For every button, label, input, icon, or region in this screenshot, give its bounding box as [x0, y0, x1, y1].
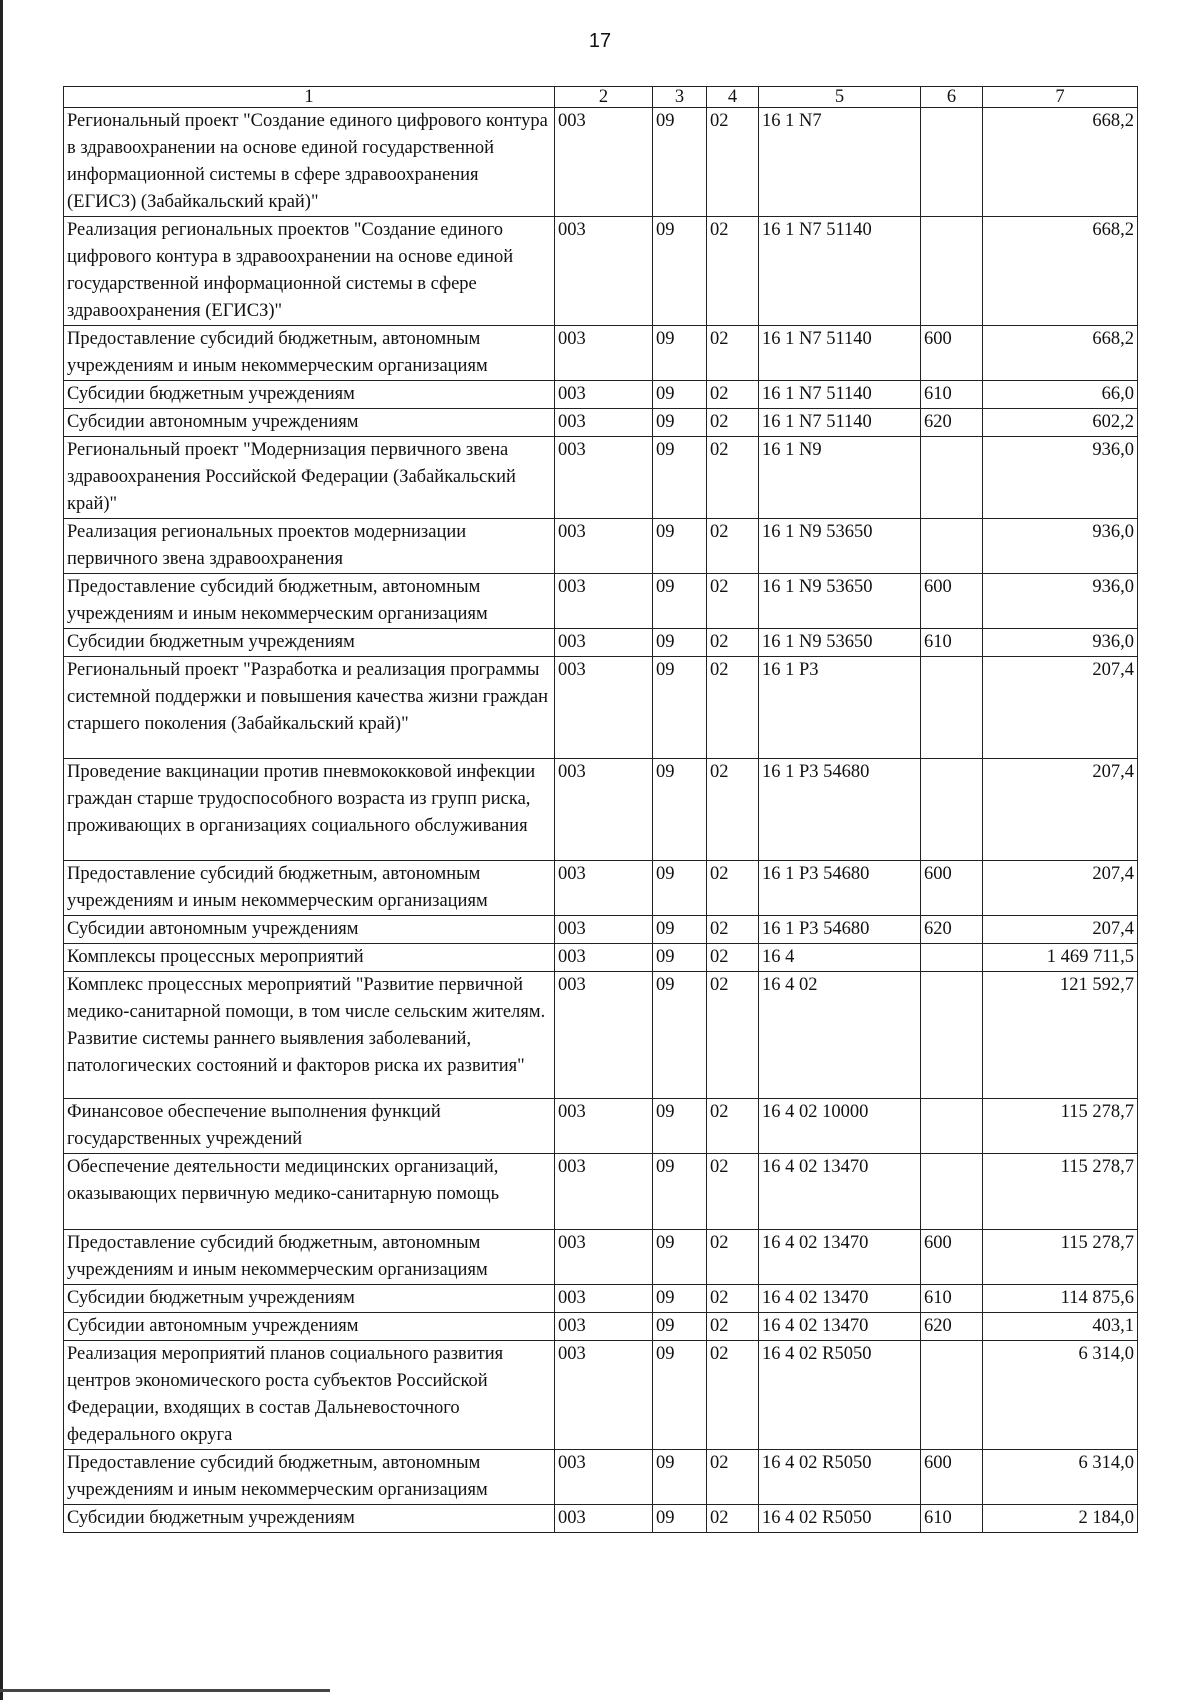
row-amount-cell: 6 314,0: [983, 1450, 1138, 1505]
row-name-cell: Финансовое обеспечение выполнения функций государственных учреждений: [64, 1099, 555, 1154]
table-row: [64, 629, 1138, 657]
row-amount-cell: 668,2: [983, 108, 1138, 217]
row-expense-type-cell: 600: [921, 861, 983, 916]
header-cell: 2: [555, 87, 653, 108]
row-expense-type-cell: 620: [921, 1313, 983, 1341]
row-target-article-cell: 16 4 02 13470: [759, 1313, 921, 1341]
header-cell: 1: [64, 87, 555, 108]
row-section-cell: 09: [653, 409, 707, 437]
row-section-cell: 09: [653, 657, 707, 759]
row-code-cell: 003: [555, 1230, 653, 1285]
row-amount-cell: 114 875,6: [983, 1285, 1138, 1313]
row-section-cell: 09: [653, 326, 707, 381]
row-section-cell: 09: [653, 1450, 707, 1505]
table-row: [64, 916, 1138, 944]
row-subsection-cell: 02: [707, 326, 759, 381]
row-expense-type-cell: [921, 437, 983, 519]
row-amount-cell: 2 184,0: [983, 1505, 1138, 1533]
row-section-cell: 09: [653, 1154, 707, 1230]
row-section-cell: 09: [653, 1341, 707, 1450]
row-target-article-cell: 16 1 N7 51140: [759, 217, 921, 326]
row-section-cell: 09: [653, 861, 707, 916]
row-subsection-cell: 02: [707, 1450, 759, 1505]
row-expense-type-cell: 620: [921, 916, 983, 944]
row-expense-type-cell: 600: [921, 1230, 983, 1285]
row-name-cell: Обеспечение деятельности медицинских организаций, оказывающих первичную медико-санитарную помощь: [64, 1154, 555, 1230]
row-target-article-cell: 16 4 02 R5050: [759, 1341, 921, 1450]
row-name-cell: Предоставление субсидий бюджетным, автономным учреждениям и иным некоммерческим организациям: [64, 1230, 555, 1285]
row-code-cell: 003: [555, 657, 653, 759]
row-target-article-cell: 16 1 N9: [759, 437, 921, 519]
row-code-cell: 003: [555, 1154, 653, 1230]
row-amount-cell: 602,2: [983, 409, 1138, 437]
row-target-article-cell: 16 4 02 13470: [759, 1285, 921, 1313]
row-target-article-cell: 16 4: [759, 944, 921, 972]
row-code-cell: 003: [555, 1285, 653, 1313]
row-name-cell: Комплекс процессных мероприятий "Развитие первичной медико-санитарной помощи, в том числе сельским жителям. Развитие системы раннего выявления заболеваний, патологических состояний и факторов риска их развития": [64, 972, 555, 1099]
row-code-cell: 003: [555, 629, 653, 657]
scan-left-edge: [0, 0, 3, 1700]
table-row: [64, 944, 1138, 972]
row-amount-cell: 115 278,7: [983, 1099, 1138, 1154]
table-row: [64, 759, 1138, 861]
row-section-cell: 09: [653, 1099, 707, 1154]
row-amount-cell: 936,0: [983, 519, 1138, 574]
row-section-cell: 09: [653, 916, 707, 944]
row-section-cell: 09: [653, 381, 707, 409]
row-name-cell: Проведение вакцинации против пневмококковой инфекции граждан старше трудоспособного возраста из групп риска, проживающих в организациях социального обслуживания: [64, 759, 555, 861]
row-target-article-cell: 16 4 02 10000: [759, 1099, 921, 1154]
row-subsection-cell: 02: [707, 381, 759, 409]
row-amount-cell: 1 469 711,5: [983, 944, 1138, 972]
row-amount-cell: 115 278,7: [983, 1230, 1138, 1285]
row-section-cell: 09: [653, 759, 707, 861]
row-name-cell: Предоставление субсидий бюджетным, автономным учреждениям и иным некоммерческим организациям: [64, 1450, 555, 1505]
row-section-cell: 09: [653, 1285, 707, 1313]
table-body: [64, 108, 1138, 1533]
table-row: [64, 381, 1138, 409]
row-expense-type-cell: 600: [921, 326, 983, 381]
row-expense-type-cell: [921, 944, 983, 972]
row-subsection-cell: 02: [707, 629, 759, 657]
table-row: [64, 409, 1138, 437]
table-row: [64, 1230, 1138, 1285]
row-amount-cell: 207,4: [983, 861, 1138, 916]
row-code-cell: 003: [555, 409, 653, 437]
row-expense-type-cell: 610: [921, 1285, 983, 1313]
table-row: [64, 108, 1138, 217]
row-target-article-cell: 16 1 P3 54680: [759, 916, 921, 944]
table-row: [64, 574, 1138, 629]
row-name-cell: Реализация региональных проектов модернизации первичного звена здравоохранения: [64, 519, 555, 574]
row-name-cell: Предоставление субсидий бюджетным, автономным учреждениям и иным некоммерческим организациям: [64, 861, 555, 916]
row-amount-cell: 668,2: [983, 326, 1138, 381]
row-name-cell: Субсидии автономным учреждениям: [64, 916, 555, 944]
row-code-cell: 003: [555, 861, 653, 916]
row-amount-cell: 668,2: [983, 217, 1138, 326]
row-code-cell: 003: [555, 217, 653, 326]
row-subsection-cell: 02: [707, 657, 759, 759]
row-name-cell: Субсидии автономным учреждениям: [64, 409, 555, 437]
table-row: [64, 326, 1138, 381]
row-target-article-cell: 16 1 N7 51140: [759, 326, 921, 381]
row-expense-type-cell: [921, 1154, 983, 1230]
row-code-cell: 003: [555, 1450, 653, 1505]
row-target-article-cell: 16 4 02 13470: [759, 1230, 921, 1285]
row-expense-type-cell: [921, 519, 983, 574]
row-code-cell: 003: [555, 759, 653, 861]
row-code-cell: 003: [555, 437, 653, 519]
row-subsection-cell: 02: [707, 1099, 759, 1154]
row-section-cell: 09: [653, 1505, 707, 1533]
row-section-cell: 09: [653, 1230, 707, 1285]
row-code-cell: 003: [555, 574, 653, 629]
header-cell: 5: [759, 87, 921, 108]
table-row: [64, 519, 1138, 574]
row-code-cell: 003: [555, 108, 653, 217]
row-target-article-cell: 16 4 02 R5050: [759, 1505, 921, 1533]
row-subsection-cell: 02: [707, 574, 759, 629]
row-target-article-cell: 16 4 02 13470: [759, 1154, 921, 1230]
row-name-cell: Реализация мероприятий планов социального развития центров экономического роста субъектов Российской Федерации, входящих в состав Дальневосточного федерального округа: [64, 1341, 555, 1450]
table-row: [64, 1505, 1138, 1533]
row-target-article-cell: 16 1 P3: [759, 657, 921, 759]
row-subsection-cell: 02: [707, 1230, 759, 1285]
table-row: [64, 1285, 1138, 1313]
row-name-cell: Комплексы процессных мероприятий: [64, 944, 555, 972]
row-name-cell: Региональный проект "Создание единого цифрового контура в здравоохранении на основе единой государственной информационной системы в сфере здравоохранения (ЕГИСЗ) (Забайкальский край)": [64, 108, 555, 217]
budget-table: [63, 86, 1138, 1533]
page-number: 17: [588, 30, 612, 52]
row-subsection-cell: 02: [707, 437, 759, 519]
row-target-article-cell: 16 1 N9 53650: [759, 574, 921, 629]
row-target-article-cell: 16 1 N7 51140: [759, 409, 921, 437]
row-target-article-cell: 16 1 P3 54680: [759, 759, 921, 861]
table-row: [64, 861, 1138, 916]
table-row: [64, 217, 1138, 326]
row-subsection-cell: 02: [707, 519, 759, 574]
row-expense-type-cell: 610: [921, 1505, 983, 1533]
table-row: [64, 1341, 1138, 1450]
row-code-cell: 003: [555, 972, 653, 1099]
row-name-cell: Предоставление субсидий бюджетным, автономным учреждениям и иным некоммерческим организациям: [64, 326, 555, 381]
row-expense-type-cell: 620: [921, 409, 983, 437]
row-target-article-cell: 16 1 N9 53650: [759, 629, 921, 657]
header-cell: 6: [921, 87, 983, 108]
row-target-article-cell: 16 1 N7 51140: [759, 381, 921, 409]
row-subsection-cell: 02: [707, 861, 759, 916]
row-section-cell: 09: [653, 519, 707, 574]
table-row: [64, 657, 1138, 759]
row-code-cell: 003: [555, 1341, 653, 1450]
row-amount-cell: 936,0: [983, 574, 1138, 629]
table-row: [64, 972, 1138, 1099]
row-target-article-cell: 16 1 N7: [759, 108, 921, 217]
row-subsection-cell: 02: [707, 944, 759, 972]
row-amount-cell: 207,4: [983, 916, 1138, 944]
row-code-cell: 003: [555, 519, 653, 574]
row-subsection-cell: 02: [707, 972, 759, 1099]
row-name-cell: Региональный проект "Модернизация первичного звена здравоохранения Российской Федерации (Забайкальский край)": [64, 437, 555, 519]
row-amount-cell: 207,4: [983, 657, 1138, 759]
row-amount-cell: 6 314,0: [983, 1341, 1138, 1450]
row-section-cell: 09: [653, 437, 707, 519]
table-row: [64, 1154, 1138, 1230]
row-section-cell: 09: [653, 629, 707, 657]
row-name-cell: Предоставление субсидий бюджетным, автономным учреждениям и иным некоммерческим организациям: [64, 574, 555, 629]
row-target-article-cell: 16 1 P3 54680: [759, 861, 921, 916]
row-amount-cell: 403,1: [983, 1313, 1138, 1341]
row-name-cell: Субсидии бюджетным учреждениям: [64, 381, 555, 409]
row-section-cell: 09: [653, 944, 707, 972]
scan-bottom-mark: [0, 1689, 330, 1692]
row-target-article-cell: 16 1 N9 53650: [759, 519, 921, 574]
row-subsection-cell: 02: [707, 916, 759, 944]
row-code-cell: 003: [555, 1313, 653, 1341]
row-name-cell: Субсидии бюджетным учреждениям: [64, 629, 555, 657]
header-cell: 3: [653, 87, 707, 108]
row-expense-type-cell: [921, 1341, 983, 1450]
row-expense-type-cell: 600: [921, 574, 983, 629]
row-expense-type-cell: [921, 657, 983, 759]
row-amount-cell: 936,0: [983, 437, 1138, 519]
row-expense-type-cell: 600: [921, 1450, 983, 1505]
row-name-cell: Региональный проект "Разработка и реализация программы системной поддержки и повышения качества жизни граждан старшего поколения (Забайкальский край)": [64, 657, 555, 759]
row-subsection-cell: 02: [707, 1285, 759, 1313]
row-section-cell: 09: [653, 574, 707, 629]
row-code-cell: 003: [555, 916, 653, 944]
row-code-cell: 003: [555, 1099, 653, 1154]
row-code-cell: 003: [555, 1505, 653, 1533]
row-subsection-cell: 02: [707, 1154, 759, 1230]
row-name-cell: Субсидии бюджетным учреждениям: [64, 1505, 555, 1533]
row-name-cell: Реализация региональных проектов "Создание единого цифрового контура в здравоохранении на основе единой государственной информационной системы в сфере здравоохранения (ЕГИСЗ)": [64, 217, 555, 326]
row-target-article-cell: 16 4 02: [759, 972, 921, 1099]
row-amount-cell: 115 278,7: [983, 1154, 1138, 1230]
row-expense-type-cell: [921, 759, 983, 861]
row-expense-type-cell: 610: [921, 629, 983, 657]
row-code-cell: 003: [555, 326, 653, 381]
row-expense-type-cell: [921, 972, 983, 1099]
header-cell: 7: [983, 87, 1138, 108]
row-section-cell: 09: [653, 1313, 707, 1341]
row-code-cell: 003: [555, 944, 653, 972]
row-subsection-cell: 02: [707, 759, 759, 861]
row-amount-cell: 121 592,7: [983, 972, 1138, 1099]
table-row: [64, 1099, 1138, 1154]
row-name-cell: Субсидии автономным учреждениям: [64, 1313, 555, 1341]
row-amount-cell: 936,0: [983, 629, 1138, 657]
row-target-article-cell: 16 4 02 R5050: [759, 1450, 921, 1505]
row-code-cell: 003: [555, 381, 653, 409]
row-subsection-cell: 02: [707, 1313, 759, 1341]
table-row: [64, 1313, 1138, 1341]
row-subsection-cell: 02: [707, 1341, 759, 1450]
row-amount-cell: 66,0: [983, 381, 1138, 409]
row-subsection-cell: 02: [707, 1505, 759, 1533]
row-expense-type-cell: [921, 217, 983, 326]
table-row: [64, 437, 1138, 519]
row-expense-type-cell: [921, 1099, 983, 1154]
row-expense-type-cell: 610: [921, 381, 983, 409]
row-subsection-cell: 02: [707, 217, 759, 326]
row-section-cell: 09: [653, 972, 707, 1099]
row-section-cell: 09: [653, 217, 707, 326]
row-subsection-cell: 02: [707, 409, 759, 437]
row-section-cell: 09: [653, 108, 707, 217]
header-cell: 4: [707, 87, 759, 108]
row-subsection-cell: 02: [707, 108, 759, 217]
row-name-cell: Субсидии бюджетным учреждениям: [64, 1285, 555, 1313]
row-amount-cell: 207,4: [983, 759, 1138, 861]
header-row: [64, 87, 1138, 108]
row-expense-type-cell: [921, 108, 983, 217]
table-row: [64, 1450, 1138, 1505]
